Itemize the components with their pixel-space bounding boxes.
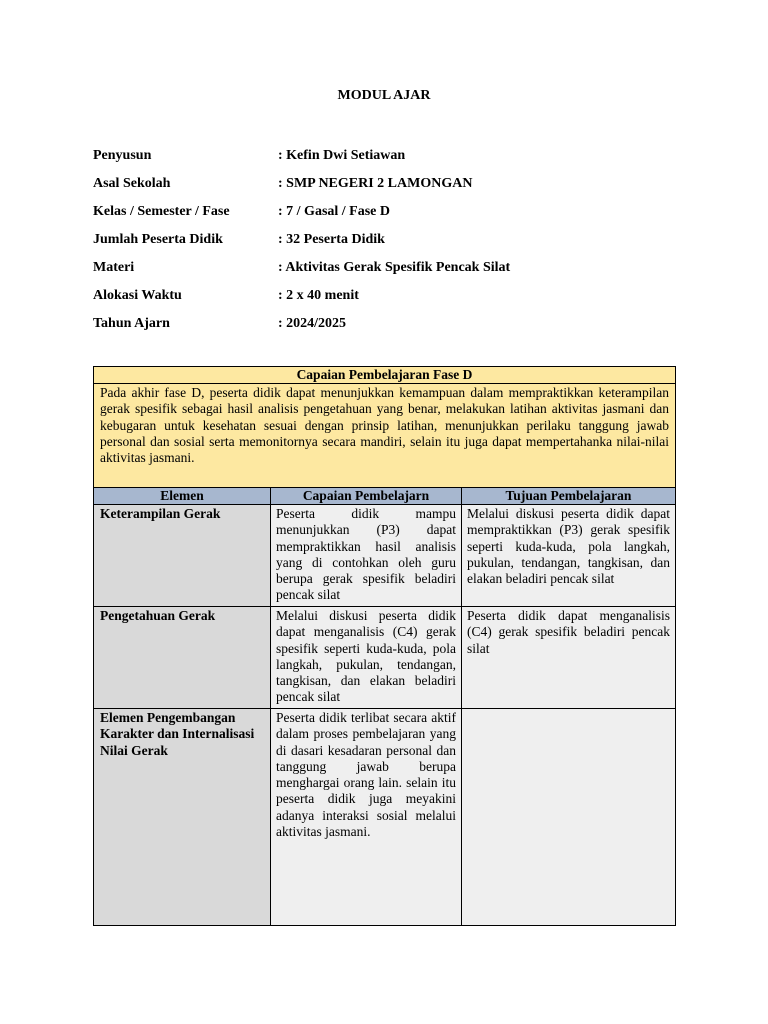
info-value: : 2024/2025 bbox=[278, 316, 347, 331]
header-elemen: Elemen bbox=[94, 488, 271, 505]
table-row bbox=[94, 709, 676, 926]
cell-tujuan bbox=[462, 709, 676, 926]
info-row-jumlah bbox=[93, 226, 510, 254]
info-label: Alokasi Waktu bbox=[93, 288, 182, 303]
info-row-materi bbox=[93, 254, 510, 282]
cell-capaian: Peserta didik terlibat secara aktif dalam proses pembelajaran yang di dasari kesadaran personal dan tanggung jawab berupa menghargai orang lain. selain itu peserta didik juga meyakini adanya interaksi sosial melalui aktivitas jasmani. bbox=[271, 709, 462, 926]
cp-title: Capaian Pembelajaran Fase D bbox=[94, 367, 676, 384]
table-row bbox=[94, 607, 676, 709]
info-value: : 32 Peserta Didik bbox=[278, 232, 385, 247]
cell-capaian: Peserta didik mampu menunjukkan (P3) dapat mempraktikkan hasil analisis yang di contohkan oleh guru berupa gerak spesifik beladiri pencak silat bbox=[271, 505, 462, 607]
info-value: : 7 / Gasal / Fase D bbox=[278, 204, 390, 219]
learning-table bbox=[93, 366, 676, 926]
info-label: Tahun Ajarn bbox=[93, 316, 170, 331]
cell-tujuan: Peserta didik dapat menganalisis (C4) gerak spesifik beladiri pencak silat bbox=[462, 607, 676, 709]
info-row-tahun bbox=[93, 310, 510, 338]
info-label: Penyusun bbox=[93, 148, 152, 163]
info-row-asal-sekolah bbox=[93, 170, 510, 198]
cell-elemen: Elemen Pengembangan Karakter dan Internalisasi Nilai Gerak bbox=[94, 709, 271, 926]
info-block bbox=[93, 142, 510, 338]
info-value: : Aktivitas Gerak Spesifik Pencak Silat bbox=[278, 260, 511, 275]
info-label: Kelas / Semester / Fase bbox=[93, 204, 230, 219]
header-tujuan: Tujuan Pembelajaran bbox=[462, 488, 676, 505]
cell-capaian: Melalui diskusi peserta didik dapat menganalisis (C4) gerak spesifik seperti kuda-kuda, pola langkah, pukulan, tendangan, tangkisan, dan elakan beladiri pencak silat bbox=[271, 607, 462, 709]
info-label: Jumlah Peserta Didik bbox=[93, 232, 223, 247]
cell-elemen: Keterampilan Gerak bbox=[94, 505, 271, 607]
cell-elemen: Pengetahuan Gerak bbox=[94, 607, 271, 709]
info-value: : Kefin Dwi Setiawan bbox=[278, 148, 406, 163]
table-row bbox=[94, 505, 676, 607]
cell-tujuan: Melalui diskusi peserta didik dapat mempraktikkan (P3) gerak spesifik seperti kuda-kuda, pola langkah, pukulan, tendangan, tangkisan, dan elakan beladiri pencak silat bbox=[462, 505, 676, 607]
info-row-kelas bbox=[93, 198, 510, 226]
document-title: MODUL AJAR bbox=[337, 88, 431, 103]
cp-description: Pada akhir fase D, peserta didik dapat menunjukkan kemampuan dalam mempraktikkan keterampilan gerak spesifik sebagai hasil analisis pengetahuan yang benar, melakukan latihan aktivitas jasmani dan kebugaran untuk kesehatan sesuai dengan prinsip latihan, menunjukkan perilaku tanggung jawab personal dan sosial serta memonitornya secara mandiri, selain itu juga dapat mempertahanka nilai-nilai aktivitas jasmani. bbox=[94, 384, 676, 488]
info-value: : 2 x 40 menit bbox=[278, 288, 359, 303]
header-capaian: Capaian Pembelajarn bbox=[271, 488, 462, 505]
info-value: : SMP NEGERI 2 LAMONGAN bbox=[278, 176, 473, 191]
info-row-alokasi bbox=[93, 282, 510, 310]
info-label: Materi bbox=[93, 260, 135, 275]
info-row-penyusun bbox=[93, 142, 510, 170]
info-label: Asal Sekolah bbox=[93, 176, 171, 191]
table-header-row bbox=[94, 488, 676, 505]
